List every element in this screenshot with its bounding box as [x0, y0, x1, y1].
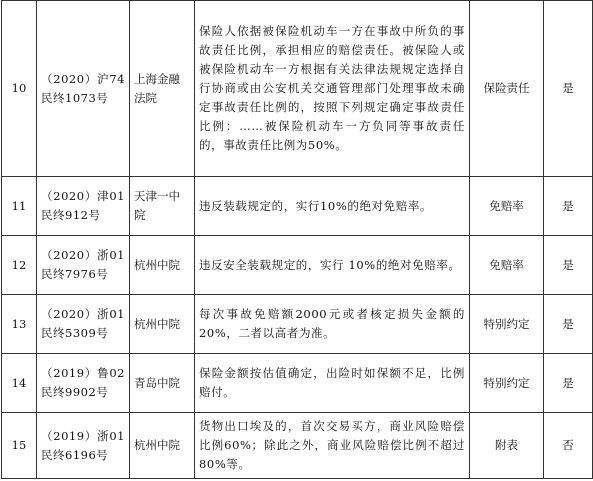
clause-type: 特别约定: [470, 354, 544, 413]
table-row: [2, 354, 593, 413]
clause-content: 违反装载规定的，实行10%的绝对免赔率。: [195, 177, 470, 236]
court-name: 天津一中院: [130, 177, 195, 236]
row-number: 12: [2, 236, 37, 295]
clause-content: 保险金额按估值确定，出险时如保额不足，比例赔付。: [195, 354, 470, 413]
clause-type: 免赔率: [470, 236, 544, 295]
court-name: 青岛中院: [130, 354, 195, 413]
determination-flag: 是: [544, 1, 593, 177]
row-number: 14: [2, 354, 37, 413]
clause-content: 货物出口埃及的，首次交易买方，商业风险赔偿比例60%；除此之外，商业风险赔偿比例不超过80%等。: [195, 413, 470, 479]
case-table: [1, 0, 593, 479]
clause-content: 每次事故免赔额2000元或者核定损失金额的20%，二者以高者为准。: [195, 295, 470, 354]
determination-flag: 是: [544, 236, 593, 295]
determination-flag: 是: [544, 177, 593, 236]
clause-content: 保险人依据被保险机动车一方在事故中所负的事故责任比例，承担相应的赔偿责任。被保险人或被保险机动车一方根据有关法律法规规定选择自行协商或由公安机关交通管理部门处理事故未确定事故责任比例的，按照下列规定确定事故责任比例：……被保险机动车一方负同等事故责任的，事故责任比例为50%。: [195, 1, 470, 177]
determination-flag: 是: [544, 295, 593, 354]
court-name: 杭州中院: [130, 236, 195, 295]
court-name: 上海金融法院: [130, 1, 195, 177]
table-row: [2, 1, 593, 177]
court-name: 杭州中院: [130, 413, 195, 479]
case-number: （2020）沪74民终1073号: [37, 1, 130, 177]
clause-type: 附表: [470, 413, 544, 479]
case-number: （2019）浙01民终6196号: [37, 413, 130, 479]
clause-content: 违反安全装载规定的，实行 10%的绝对免赔率。: [195, 236, 470, 295]
table-row: [2, 295, 593, 354]
case-number: （2020）津01民终912号: [37, 177, 130, 236]
row-number: 10: [2, 1, 37, 177]
clause-type: 免赔率: [470, 177, 544, 236]
determination-flag: 否: [544, 413, 593, 479]
row-number: 15: [2, 413, 37, 479]
clause-type: 保险责任: [470, 1, 544, 177]
table-row: [2, 413, 593, 479]
row-number: 11: [2, 177, 37, 236]
clause-type: 特别约定: [470, 295, 544, 354]
determination-flag: 是: [544, 354, 593, 413]
case-number: （2020）浙01民终7976号: [37, 236, 130, 295]
court-name: 杭州中院: [130, 295, 195, 354]
case-number: （2020）浙01民终5309号: [37, 295, 130, 354]
table-row: [2, 177, 593, 236]
row-number: 13: [2, 295, 37, 354]
table-row: [2, 236, 593, 295]
case-number: （2019）鲁02民终9902号: [37, 354, 130, 413]
